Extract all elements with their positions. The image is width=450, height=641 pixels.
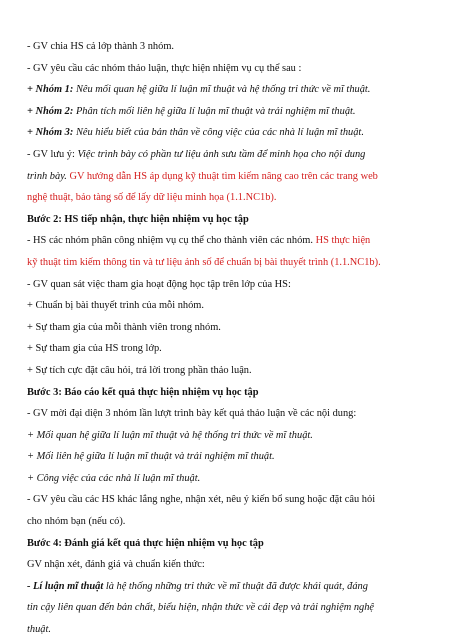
step-4-heading: Bước 4: Đánh giá kết quả thực hiện nhiệm vụ học tập <box>27 537 264 549</box>
observation-item: + Sự tích cực đặt câu hỏi, trả lời trong phần thảo luận. <box>27 364 252 376</box>
digital-skill-note: kỹ thuật tìm kiếm thông tin và tư liệu ảnh số để chuẩn bị bài thuyết trình (1.1.NC1b). <box>27 256 381 268</box>
presentation-topic: + Công việc của các nhà lí luận mĩ thuật. <box>27 472 201 484</box>
text-line: - GV yêu cầu các HS khác lắng nghe, nhận xét, nêu ý kiến bổ sung hoặc đặt câu hỏi <box>27 494 376 506</box>
text-line: GV nhận xét, đánh giá và chuẩn kiến thức: <box>27 559 205 571</box>
text-line: - GV mời đại diện 3 nhóm lần lượt trình bày kết quả thảo luận về các nội dung: <box>27 408 357 420</box>
definition-line <box>27 576 425 598</box>
group-task-3 <box>27 122 425 144</box>
text-line: cho nhóm bạn (nếu có). <box>27 516 126 528</box>
definition-text: là hệ thống những tri thức về mĩ thuật đã được khái quát, đáng <box>103 580 368 592</box>
group-label: + Nhóm 2: <box>27 105 74 117</box>
presentation-topic: + Mối liên hệ giữa lí luận mĩ thuật và trải nghiệm mĩ thuật. <box>27 451 275 463</box>
definition-line: tin cậy liên quan đến bản chất, biểu hiện, nhận thức về cái đẹp và trải nghiệm nghệ <box>27 602 375 614</box>
step-2-heading: Bước 2: HS tiếp nhận, thực hiện nhiệm vụ học tập <box>27 213 249 225</box>
group-label: + Nhóm 1: <box>27 84 74 96</box>
definition-term: - Lí luận mĩ thuật <box>27 580 104 592</box>
digital-skill-note: HS thực hiện <box>315 235 371 247</box>
note-text: trình bày. <box>27 170 70 182</box>
digital-skill-note: GV hướng dẫn HS áp dụng kỹ thuật tìm kiếm nâng cao trên các trang web <box>69 170 378 182</box>
observation-item: + Sự tham gia của mỗi thành viên trong nhóm. <box>27 321 221 333</box>
group-task-2 <box>27 101 425 123</box>
observation-item: + Chuẩn bị bài thuyết trình của mỗi nhóm. <box>27 300 204 312</box>
digital-skill-note: nghệ thuật, bảo tàng số để lấy dữ liệu minh họa (1.1.NC1b). <box>27 192 277 204</box>
text-line: - GV chia HS cả lớp thành 3 nhóm. <box>27 41 174 52</box>
note-text: Việc trình bày có phần tư liệu ảnh sưu tầm để minh họa cho nội dung <box>77 148 366 160</box>
teacher-note <box>27 144 425 166</box>
text-line: - GV quan sát việc tham gia hoạt động học tập trên lớp của HS: <box>27 278 291 290</box>
text-line: - GV yêu cầu các nhóm thảo luận, thực hiện nhiệm vụ cụ thể sau : <box>27 62 302 74</box>
teacher-note-cont <box>27 166 425 188</box>
group-task-text: Phân tích mối liên hệ giữa lí luận mĩ thuật và trải nghiệm mĩ thuật. <box>73 105 356 117</box>
text-line <box>27 230 425 252</box>
group-task-1 <box>27 79 425 101</box>
observation-item: + Sự tham gia của HS trong lớp. <box>27 343 162 355</box>
presentation-topic: + Mối quan hệ giữa lí luận mĩ thuật và hệ thống tri thức về mĩ thuật. <box>27 429 313 441</box>
note-prefix: - GV lưu ý: <box>27 148 78 160</box>
definition-line: thuật. <box>27 624 51 636</box>
step-3-heading: Bước 3: Báo cáo kết quả thực hiện nhiệm vụ học tập <box>27 386 259 398</box>
text-span: - HS các nhóm phân công nhiệm vụ cụ thể cho thành viên các nhóm. <box>27 235 316 247</box>
group-task-text: Nêu mối quan hệ giữa lí luận mĩ thuật và hệ thống tri thức về mĩ thuật. <box>73 84 371 96</box>
document-page <box>27 36 425 641</box>
group-label: + Nhóm 3: <box>27 127 74 139</box>
group-task-text: Nêu hiểu biết của bản thân về công việc của các nhà lí luận mĩ thuật. <box>73 127 364 139</box>
